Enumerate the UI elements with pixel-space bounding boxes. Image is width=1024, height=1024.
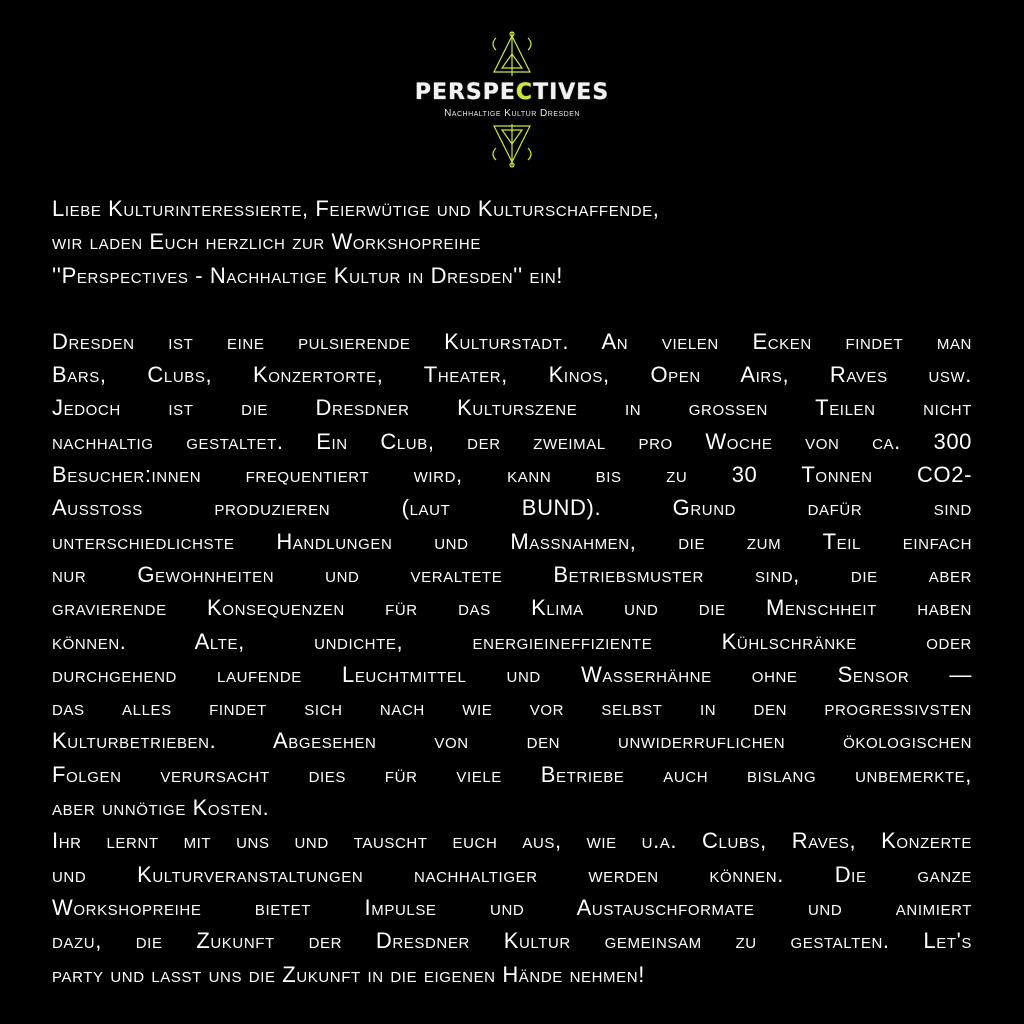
text-line: Ausstoss produzieren (laut BUND). Grund dafür sind: [52, 495, 972, 521]
text-line: durchgehend laufende Leuchtmittel und Wasserhähne ohne Sensor —: [52, 661, 972, 687]
text-line: Workshopreihe bietet Impulse und Austauschformate und animiert: [52, 894, 972, 920]
text-line: dazu, die Zukunft der Dresdner Kultur gemeinsam zu gestalten. Let's: [52, 928, 972, 954]
logo-title-part-b: TIVES: [533, 80, 610, 105]
logo-title-part-a: PERSPE: [414, 80, 516, 105]
text-line: Kulturbetrieben. Abgesehen von den unwiderruflichen ökologischen: [52, 728, 972, 754]
intro-line: ''Perspectives - Nachhaltige Kultur in Dresden'' ein!: [52, 262, 564, 288]
text-line: party und lasst uns die Zukunft in die eigenen Hände nehmen!: [52, 961, 645, 987]
intro-line: wir laden Euch herzlich zur Workshopreihe: [52, 229, 481, 255]
text-line: können. Alte, undichte, energieineffiziente Kühlschränke oder: [52, 628, 972, 654]
invitation-text: [52, 192, 972, 991]
text-line: unterschiedlichste Handlungen und Massnahmen, die zum Teil einfach: [52, 528, 972, 554]
paragraph-spacer: [52, 292, 972, 325]
text-line: gravierende Konsequenzen für das Klima und die Menschheit haben: [52, 595, 972, 621]
text-line: und Kulturveranstaltungen nachhaltiger werden können. Die ganze: [52, 861, 972, 887]
text-line: Folgen verursacht dies für viele Betriebe auch bislang unbemerkte,: [52, 761, 972, 787]
text-line: Ihr lernt mit uns und tauscht euch aus, wie u.a. Clubs, Raves, Konzerte: [52, 828, 972, 854]
text-line: Bars, Clubs, Konzertorte, Theater, Kinos, Open Airs, Raves usw.: [52, 362, 972, 388]
body-paragraph-1: [52, 325, 972, 824]
text-line: das alles findet sich nach wie vor selbst in den progressivsten: [52, 695, 972, 721]
logo-title-accent: C: [515, 80, 534, 105]
text-line: nachhaltig gestaltet. Ein Club, der zweimal pro Woche von ca. 300: [52, 428, 972, 454]
text-line: nur Gewohnheiten und veraltete Betriebsmuster sind, die aber: [52, 561, 972, 587]
perspectives-logo: [0, 28, 1024, 178]
logo-subtitle: Nachhaltige Kultur Dresden: [444, 108, 580, 119]
body-paragraph-2: [52, 824, 972, 990]
logo-title: [0, 80, 1024, 105]
text-line: Besucher:innen frequentiert wird, kann bis zu 30 Tonnen CO2-: [52, 462, 972, 488]
text-line: Jedoch ist die Dresdner Kulturszene in grossen Teilen nicht: [52, 395, 972, 421]
intro-line: Liebe Kulturinteressierte, Feierwütige und Kulturschaffende,: [52, 196, 660, 221]
text-line: Dresden ist eine pulsierende Kulturstadt. An vielen Ecken findet man: [52, 328, 972, 354]
intro-paragraph: [52, 192, 972, 292]
text-line: aber unnötige Kosten.: [52, 795, 270, 821]
